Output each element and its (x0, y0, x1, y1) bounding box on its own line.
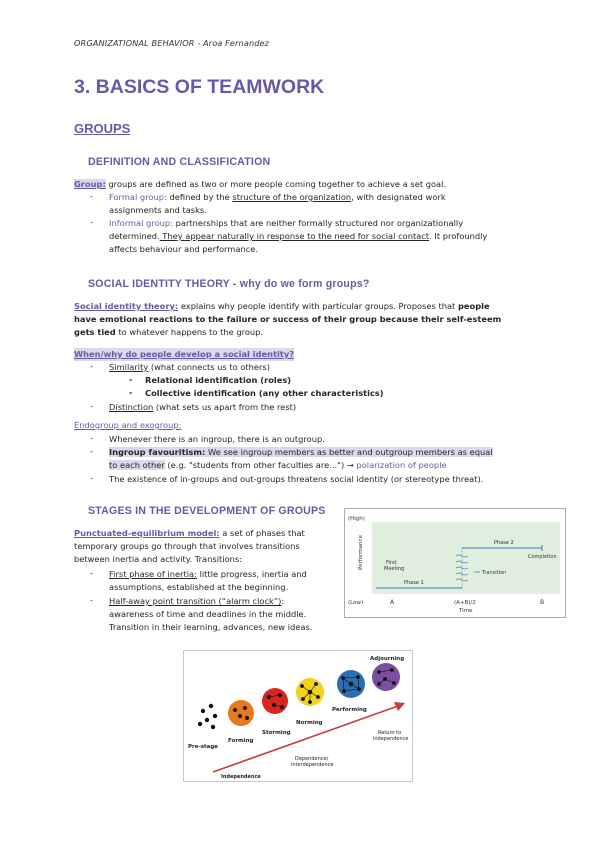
first-meeting-label-1: First (386, 560, 397, 566)
y-low-label: (Low) (348, 600, 364, 606)
informal-group-item: Informal group: partnerships that are neither formally structured nor organizationally (109, 218, 464, 228)
why-question: When/why do people develop a social identity? (74, 349, 295, 359)
collective-identification: Collective identification (any other characteristics) (145, 388, 384, 398)
bullet-dash: - (90, 401, 93, 411)
first-phase-item: First phase of inertia: little progress, inertia and (109, 569, 307, 579)
adjourning-circle-icon (372, 663, 400, 691)
bullet-dash: - (90, 595, 93, 605)
phase1-label: Phase 1 (404, 580, 424, 586)
forming-circle-icon (228, 700, 254, 726)
sit-line1: Social identity theory: explains why people identify with particular groups. Proposes that people (74, 301, 490, 311)
pem-line1: Punctuated-equilibrium model: a set of phases that (74, 528, 305, 538)
prestage-label: Pre-stage (188, 744, 219, 750)
ingroup-favouritism-item: Ingroup favouritism: We see ingroup members as better and outgroup members as equal (109, 447, 493, 457)
norming-label: Norming (296, 720, 323, 726)
bullet-dash: - (129, 387, 133, 397)
section-heading-groups: GROUPS (74, 121, 131, 136)
y-axis-label: Performance (358, 535, 364, 570)
subheading-definition: DEFINITION AND CLASSIFICATION (88, 156, 271, 168)
running-header: ORGANIZATIONAL BEHAVIOR - Aroa Fernandez (74, 38, 270, 48)
performing-label: Performing (332, 707, 367, 713)
bullet-dash: - (90, 191, 93, 201)
ingroup-favouritism-line2: to each other (e.g. "students from other faculties are...") → polarization of people (109, 460, 447, 470)
dependence-label-2: interdependence (291, 762, 334, 768)
similarity-item: Similarity (what connects us to others) (109, 362, 271, 372)
distinction-item: Distinction (what sets us apart from the rest) (109, 402, 297, 412)
group-definition: Group: groups are defined as two or more people coming together to achieve a set goal. (74, 179, 447, 189)
half-way-item: Half-away point transition (“alarm clock”): (109, 596, 285, 606)
completion-label: Completion (528, 554, 557, 560)
return-label-2: independence (373, 736, 409, 742)
pem-line2: temporary groups go through that involves transitions (74, 541, 300, 551)
page-title: 3. BASICS OF TEAMWORK (74, 76, 325, 98)
first-phase-line2: assumptions, established at the beginning. (109, 582, 289, 592)
return-label-1: Return to (378, 730, 402, 736)
stereotype-threat-item: The existence of in-groups and out-groups threatens social identity (or stereotype threat). (109, 474, 484, 484)
storming-label: Storming (262, 730, 291, 736)
independence-label: Independence (221, 774, 261, 780)
sit-line2: have emotional reactions to the failure or success of their group because their self-esteem (74, 314, 502, 324)
ingroup-outgroup-item: Whenever there is an ingroup, there is an outgroup. (109, 434, 325, 444)
bullet-dash: - (129, 374, 133, 384)
x-tick-a: A (390, 599, 395, 606)
phase2-label: Phase 2 (494, 540, 514, 546)
informal-group-line2: determined. They appear naturally in response to the need for social contact. It profoundly (109, 231, 488, 241)
formal-group-item: Formal group: defined by the structure of the organization, with designated work (109, 192, 446, 202)
x-tick-b: B (540, 599, 545, 606)
adjourning-label: Adjourning (370, 656, 405, 662)
first-meeting-label-2: Meeting (384, 566, 405, 572)
dependence-label-1: Dependence/ (295, 756, 329, 762)
subheading-social-identity: SOCIAL IDENTITY THEORY - why do we form groups? (88, 278, 370, 290)
half-way-line3: Transition in their learning, advances, new ideas. (109, 622, 313, 632)
sit-line3: gets tied to whatever happens to the group. (74, 327, 264, 337)
x-tick-ab2: (A+B)/2 (454, 600, 476, 606)
forming-label: Forming (228, 738, 254, 744)
subheading-stages: STAGES IN THE DEVELOPMENT OF GROUPS (88, 505, 326, 517)
pem-line3: between inertia and activity. Transitions: (74, 554, 243, 564)
bullet-dash: - (90, 361, 93, 371)
endogroup-heading: Endogroup and exogroup: (74, 420, 182, 430)
relational-identification: Relational identification (roles) (145, 375, 292, 385)
bullet-dash: - (90, 473, 93, 483)
bullet-dash: - (90, 568, 93, 578)
x-axis-label: Time (459, 608, 473, 614)
storming-circle-icon (262, 688, 288, 714)
group-term: Group: (74, 179, 106, 189)
transition-label: Transition (482, 570, 507, 576)
group-stages-diagram (183, 650, 413, 782)
y-high-label: (High) (348, 516, 365, 522)
punctuated-equilibrium-chart (344, 508, 566, 618)
bullet-dash: - (90, 433, 93, 443)
formal-group-line2: assignments and tasks. (109, 205, 207, 215)
bullet-dash: - (90, 217, 93, 227)
bullet-dash: - (90, 446, 93, 456)
half-way-line2: awareness of time and deadlines in the middle. (109, 609, 307, 619)
informal-group-line3: affects behaviour and performance. (109, 244, 259, 254)
